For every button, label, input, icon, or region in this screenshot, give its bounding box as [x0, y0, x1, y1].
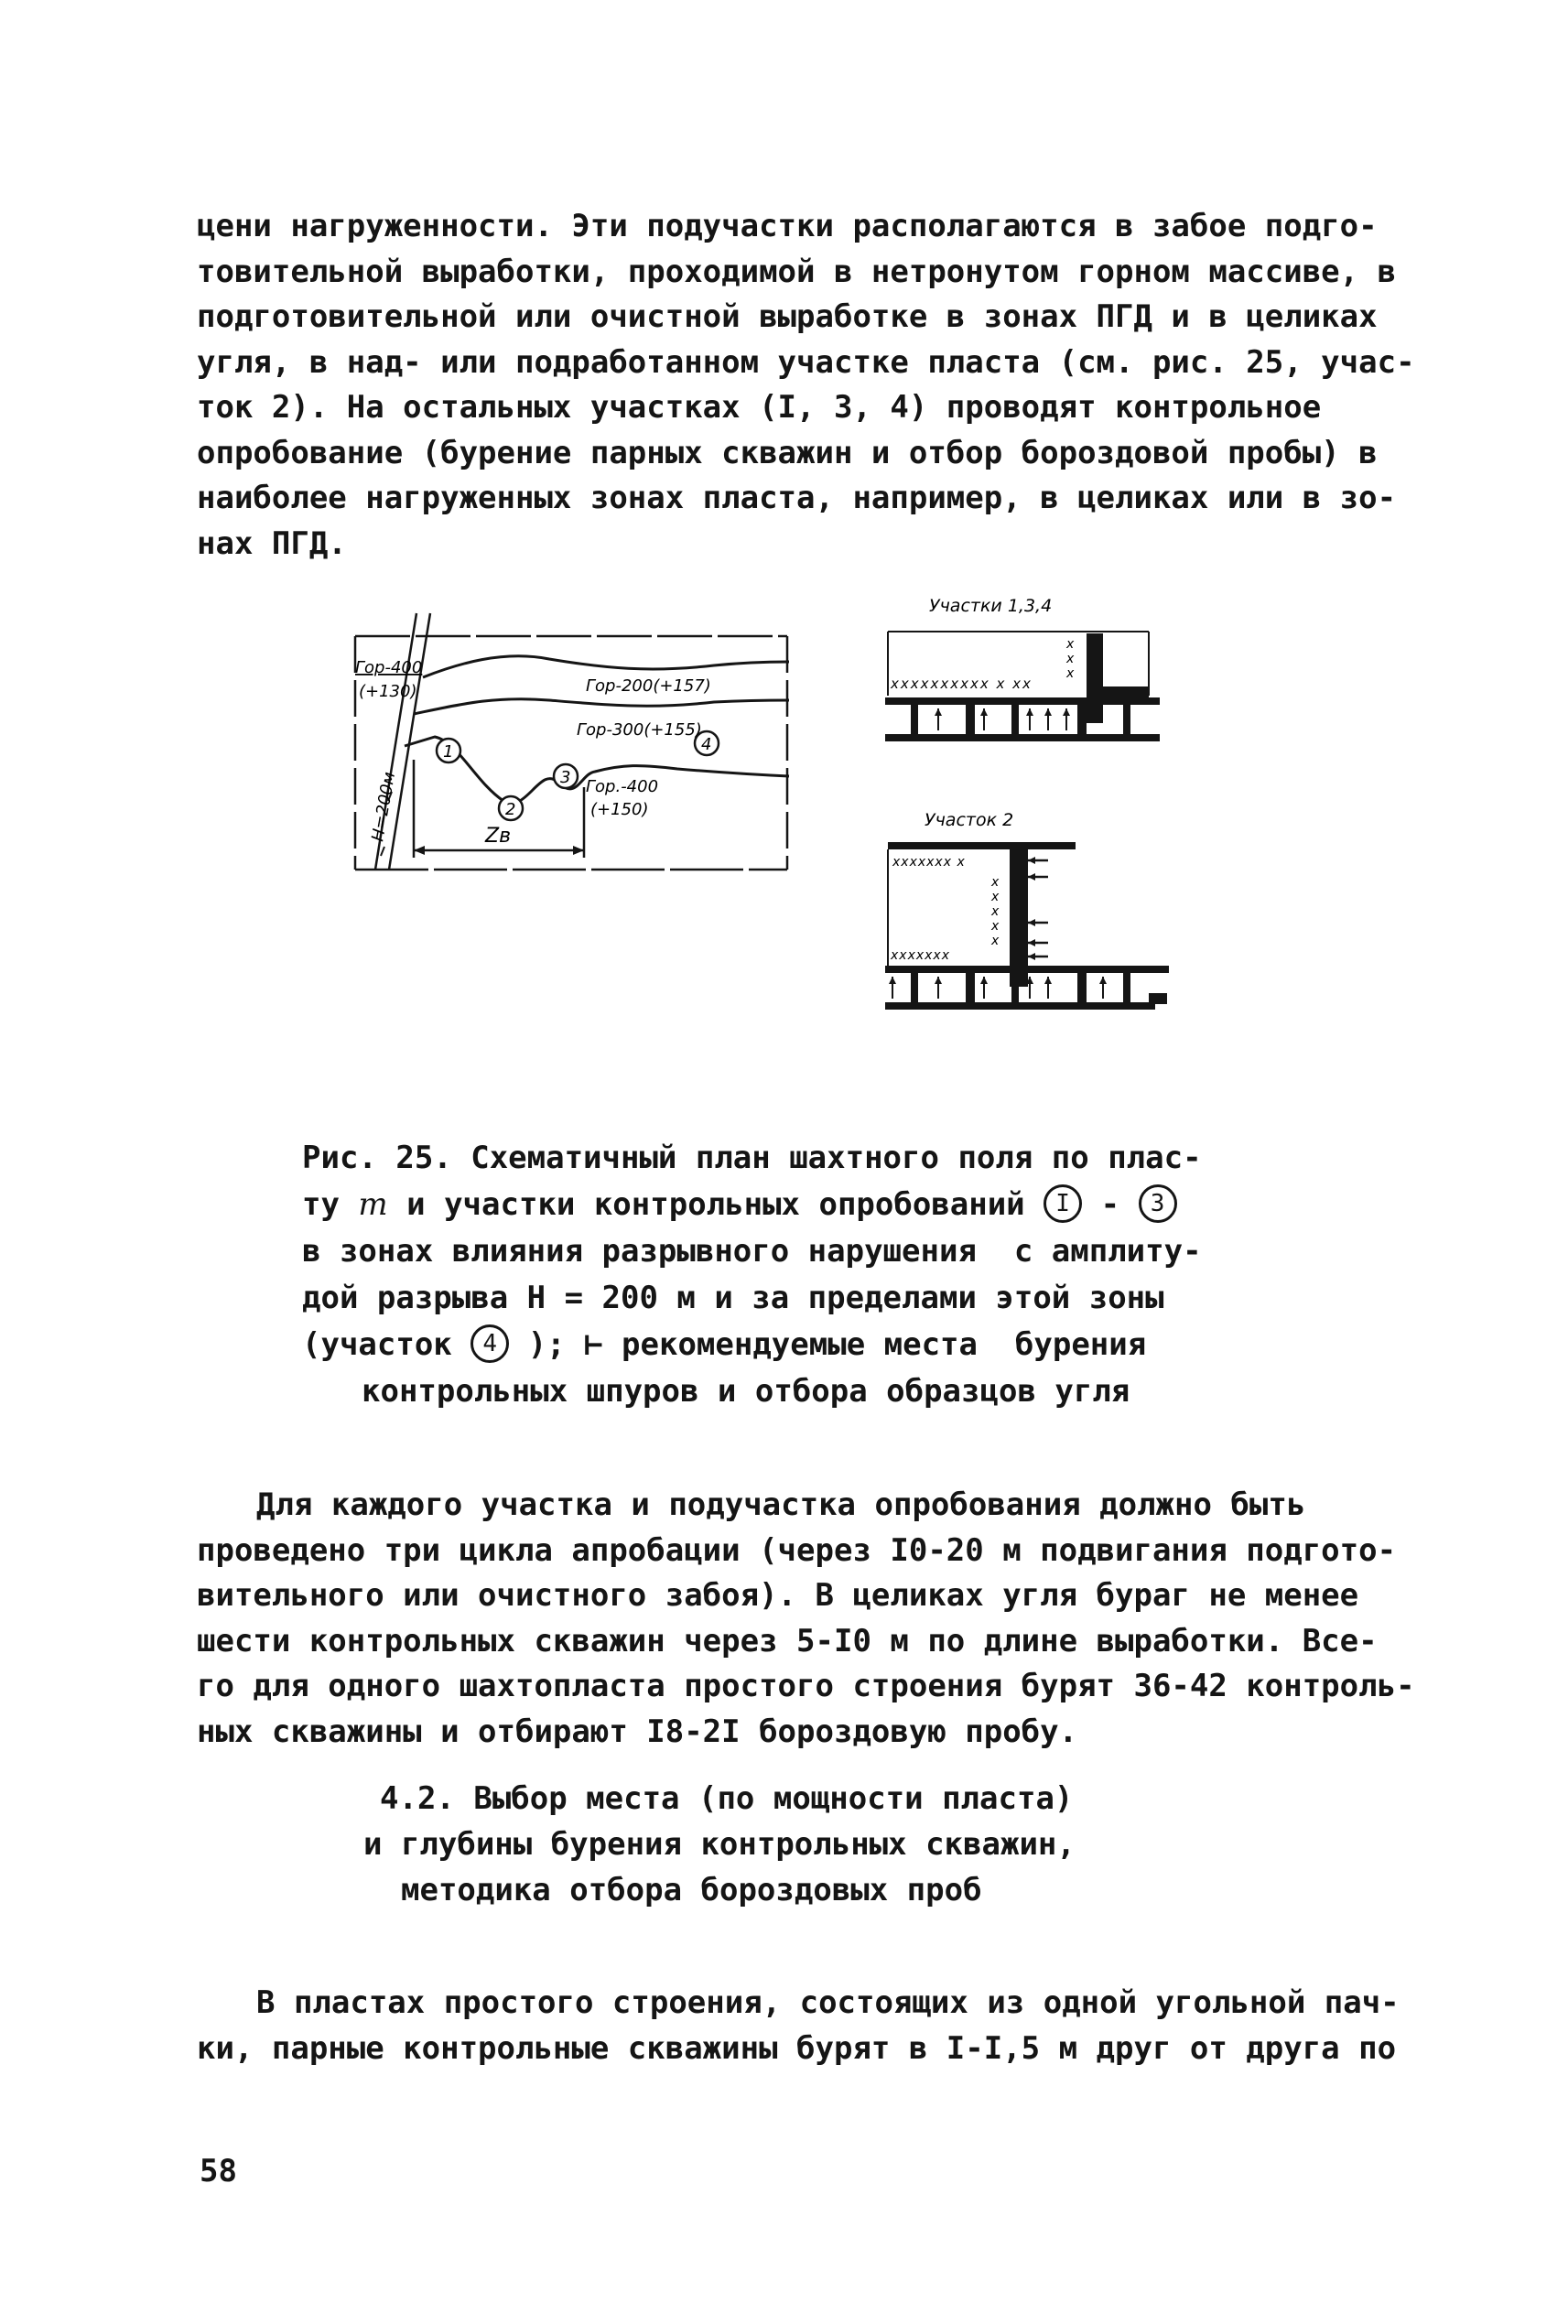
- heading-line: 4.2. Выбор места (по мощности пласта): [380, 1780, 1074, 1817]
- paragraph-2: [197, 1483, 1415, 1755]
- svg-text:x: x: [991, 890, 1000, 904]
- station-2-label: 2: [505, 800, 516, 819]
- text-line: В пластах простого строения, состоящих из одной угольной пач-: [256, 1984, 1400, 2021]
- svg-text:xxxxxxx x: xxxxxxx x: [892, 855, 966, 870]
- svg-text:xxxxxxx: xxxxxxx: [891, 948, 950, 963]
- caption-text: (участок: [302, 1326, 471, 1363]
- station-4-label: 4: [701, 735, 712, 754]
- svg-text:x: x: [991, 934, 1000, 948]
- text-line: наиболее нагруженных зонах пласта, например, в целиках или в зо-: [197, 480, 1397, 516]
- circle-marker-4: 4: [470, 1324, 509, 1363]
- section-heading: [352, 1776, 1268, 1913]
- caption-text: и участки контрольных опробований: [387, 1186, 1044, 1223]
- panel-top-title: Участки 1,3,4: [929, 596, 1053, 616]
- text-line: проведено три цикла апробации (через I0-20 м подвигания подгото-: [197, 1531, 1397, 1569]
- text-line: нах ПГД.: [197, 524, 347, 562]
- middle-seam-label: Гор-300(+155): [577, 720, 702, 740]
- svg-text:x: x: [991, 875, 1000, 890]
- caption-line: контрольных шпуров и отбора образцов угля: [362, 1373, 1130, 1410]
- caption-line: Рис. 25. Схематичный план шахтного поля по плас-: [302, 1140, 1202, 1176]
- left-label-top: Гор-400: [355, 658, 423, 677]
- svg-text:x: x: [1066, 652, 1075, 666]
- left-label-bottom: (+130): [359, 682, 417, 701]
- lower-seam-label-bottom: (+150): [590, 800, 649, 819]
- figure-panel-section-2: [874, 805, 1185, 1025]
- circle-marker-1: I: [1044, 1184, 1082, 1223]
- station-3-label: 3: [560, 768, 571, 787]
- paragraph-1: [197, 204, 1415, 567]
- caption-symbol-m: m: [358, 1186, 388, 1223]
- heading-line: методика отбора бороздовых проб: [401, 1872, 982, 1908]
- svg-text:x: x: [991, 904, 1000, 919]
- text-line: подготовительной или очистной выработке в зонах ПГД и в целиках: [197, 298, 1378, 335]
- figure-caption: [302, 1135, 1217, 1415]
- text-line: го для одного шахтопласта простого строения бурят 36-42 контроль-: [197, 1668, 1415, 1704]
- caption-text: ту: [302, 1186, 359, 1223]
- caption-line: [302, 1322, 1217, 1368]
- svg-text:x: x: [1066, 666, 1075, 681]
- paragraph-3: [197, 1981, 1400, 2071]
- caption-text: ); ⊢ рекомендуемые места бурения: [509, 1326, 1147, 1363]
- text-line: ки, парные контрольные скважины бурят в I-I,5 м друг от друга по: [197, 2029, 1397, 2067]
- figure-plan-diagram: [348, 609, 806, 883]
- station-1-label: 1: [443, 742, 454, 762]
- caption-line: [302, 1182, 1217, 1228]
- caption-line: дой разрыва H = 200 м и за пределами этой зоны: [302, 1280, 1164, 1316]
- text-line: вительного или очистного забоя). В целиках угля бураг не менее: [197, 1577, 1359, 1614]
- svg-text:xxxxxxxxxx x xx: xxxxxxxxxx x xx: [891, 676, 1033, 692]
- panel-bottom-title: Участок 2: [925, 810, 1014, 830]
- fault-label: H=200м: [368, 770, 400, 843]
- page-number: 58: [200, 2153, 237, 2189]
- figure-panel-sections-1-3-4: [874, 586, 1176, 769]
- text-line: ных скважины и отбирают I8-2I бороздовую пробу.: [197, 1713, 1078, 1750]
- upper-seam-label: Гор-200(+157): [586, 676, 711, 696]
- circle-marker-3: 3: [1139, 1184, 1177, 1223]
- svg-text:x: x: [991, 919, 1000, 934]
- caption-text: -: [1082, 1186, 1139, 1223]
- dimension-label: Zв: [485, 825, 512, 848]
- text-line: шести контрольных скважин через 5-I0 м по длине выработки. Все-: [197, 1622, 1378, 1659]
- caption-line: в зонах влияния разрывного нарушения с амплиту-: [302, 1233, 1202, 1270]
- text-line: товительной выработки, проходимой в нетронутом горном массиве, в: [197, 253, 1397, 290]
- lower-seam-label-top: Гор.-400: [586, 777, 659, 796]
- text-line: Для каждого участка и подучастка опробования должно быть: [256, 1486, 1306, 1523]
- text-line: опробование (бурение парных скважин и отбор бороздовой пробы) в: [197, 434, 1378, 471]
- text-line: ток 2). На остальных участках (I, 3, 4) проводят контрольное: [197, 389, 1322, 426]
- text-line: цени нагруженности. Эти подучастки располагаются в забое подго-: [197, 208, 1378, 244]
- heading-line: и глубины бурения контрольных скважин,: [363, 1826, 1076, 1863]
- svg-text:x: x: [1066, 637, 1075, 652]
- text-line: угля, в над- или подработанном участке пласта (см. рис. 25, учас-: [197, 343, 1415, 381]
